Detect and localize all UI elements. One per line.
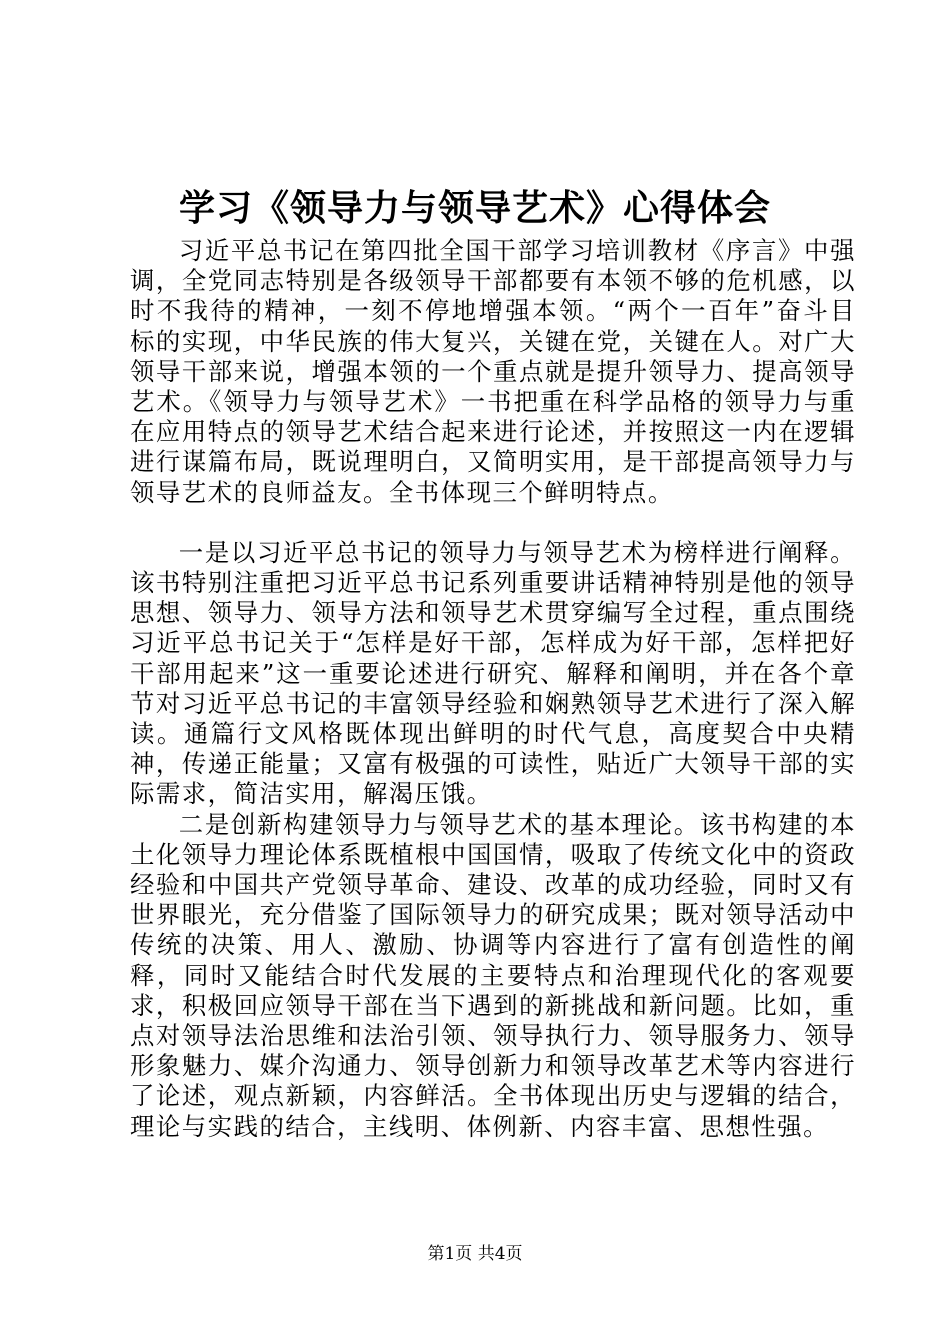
paragraph-point-two: 二是创新构建领导力与领导艺术的基本理论。该书构建的本土化领导力理论体系既植根中国国情，吸取了传统文化中的资政经验和中国共产党领导革命、建设、改革的成功经验，同时又有世界眼光，充分借鉴了国际领导力的研究成果；既对领导活动中传统的决策、用人、激励、协调等内容进行了富有创造性的阐释，同时又能结合时代发展的主要特点和治理现代化的客观要求，积极回应领导干部在当下遇到的新挑战和新问题。比如，重点对领导法治思维和法治引领、领导执行力、领导服务力、领导形象魅力、媒介沟通力、领导创新力和领导改革艺术等内容进行了论述，观点新颖，内容鲜活。全书体现出历史与逻辑的结合，理论与实践的结合，主线明、体例新、内容丰富、思想性强。 [130,809,856,1141]
document-body [130,236,856,1142]
page-number-footer: 第1页 共4页 [427,1244,523,1264]
paragraph-intro: 习近平总书记在第四批全国干部学习培训教材《序言》中强调，全党同志特别是各级领导干部都要有本领不够的危机感，以时不我待的精神，一刻不停地增强本领。“两个一百年”奋斗目标的实现，中华民族的伟大复兴，关键在党，关键在人。对广大领导干部来说，增强本领的一个重点就是提升领导力、提高领导艺术。《领导力与领导艺术》一书把重在科学品格的领导力与重在应用特点的领导艺术结合起来进行论述，并按照这一内在逻辑进行谋篇布局，既说理明白，又简明实用，是干部提高领导力与领导艺术的良师益友。全书体现三个鲜明特点。 [130,236,856,507]
document-title: 学习《领导力与领导艺术》心得体会 [178,187,771,229]
paragraph-point-one: 一是以习近平总书记的领导力与领导艺术为榜样进行阐释。该书特别注重把习近平总书记系列重要讲话精神特别是他的领导思想、领导力、领导方法和领导艺术贯穿编写全过程，重点围绕习近平总书记关于“怎样是好干部，怎样成为好干部，怎样把好干部用起来”这一重要论述进行研究、解释和阐明，并在各个章节对习近平总书记的丰富领导经验和娴熟领导艺术进行了深入解读。通篇行文风格既体现出鲜明的时代气息，高度契合中央精神，传递正能量；又富有极强的可读性，贴近广大领导干部的实际需求，简洁实用，解渴压饿。 [130,537,856,809]
